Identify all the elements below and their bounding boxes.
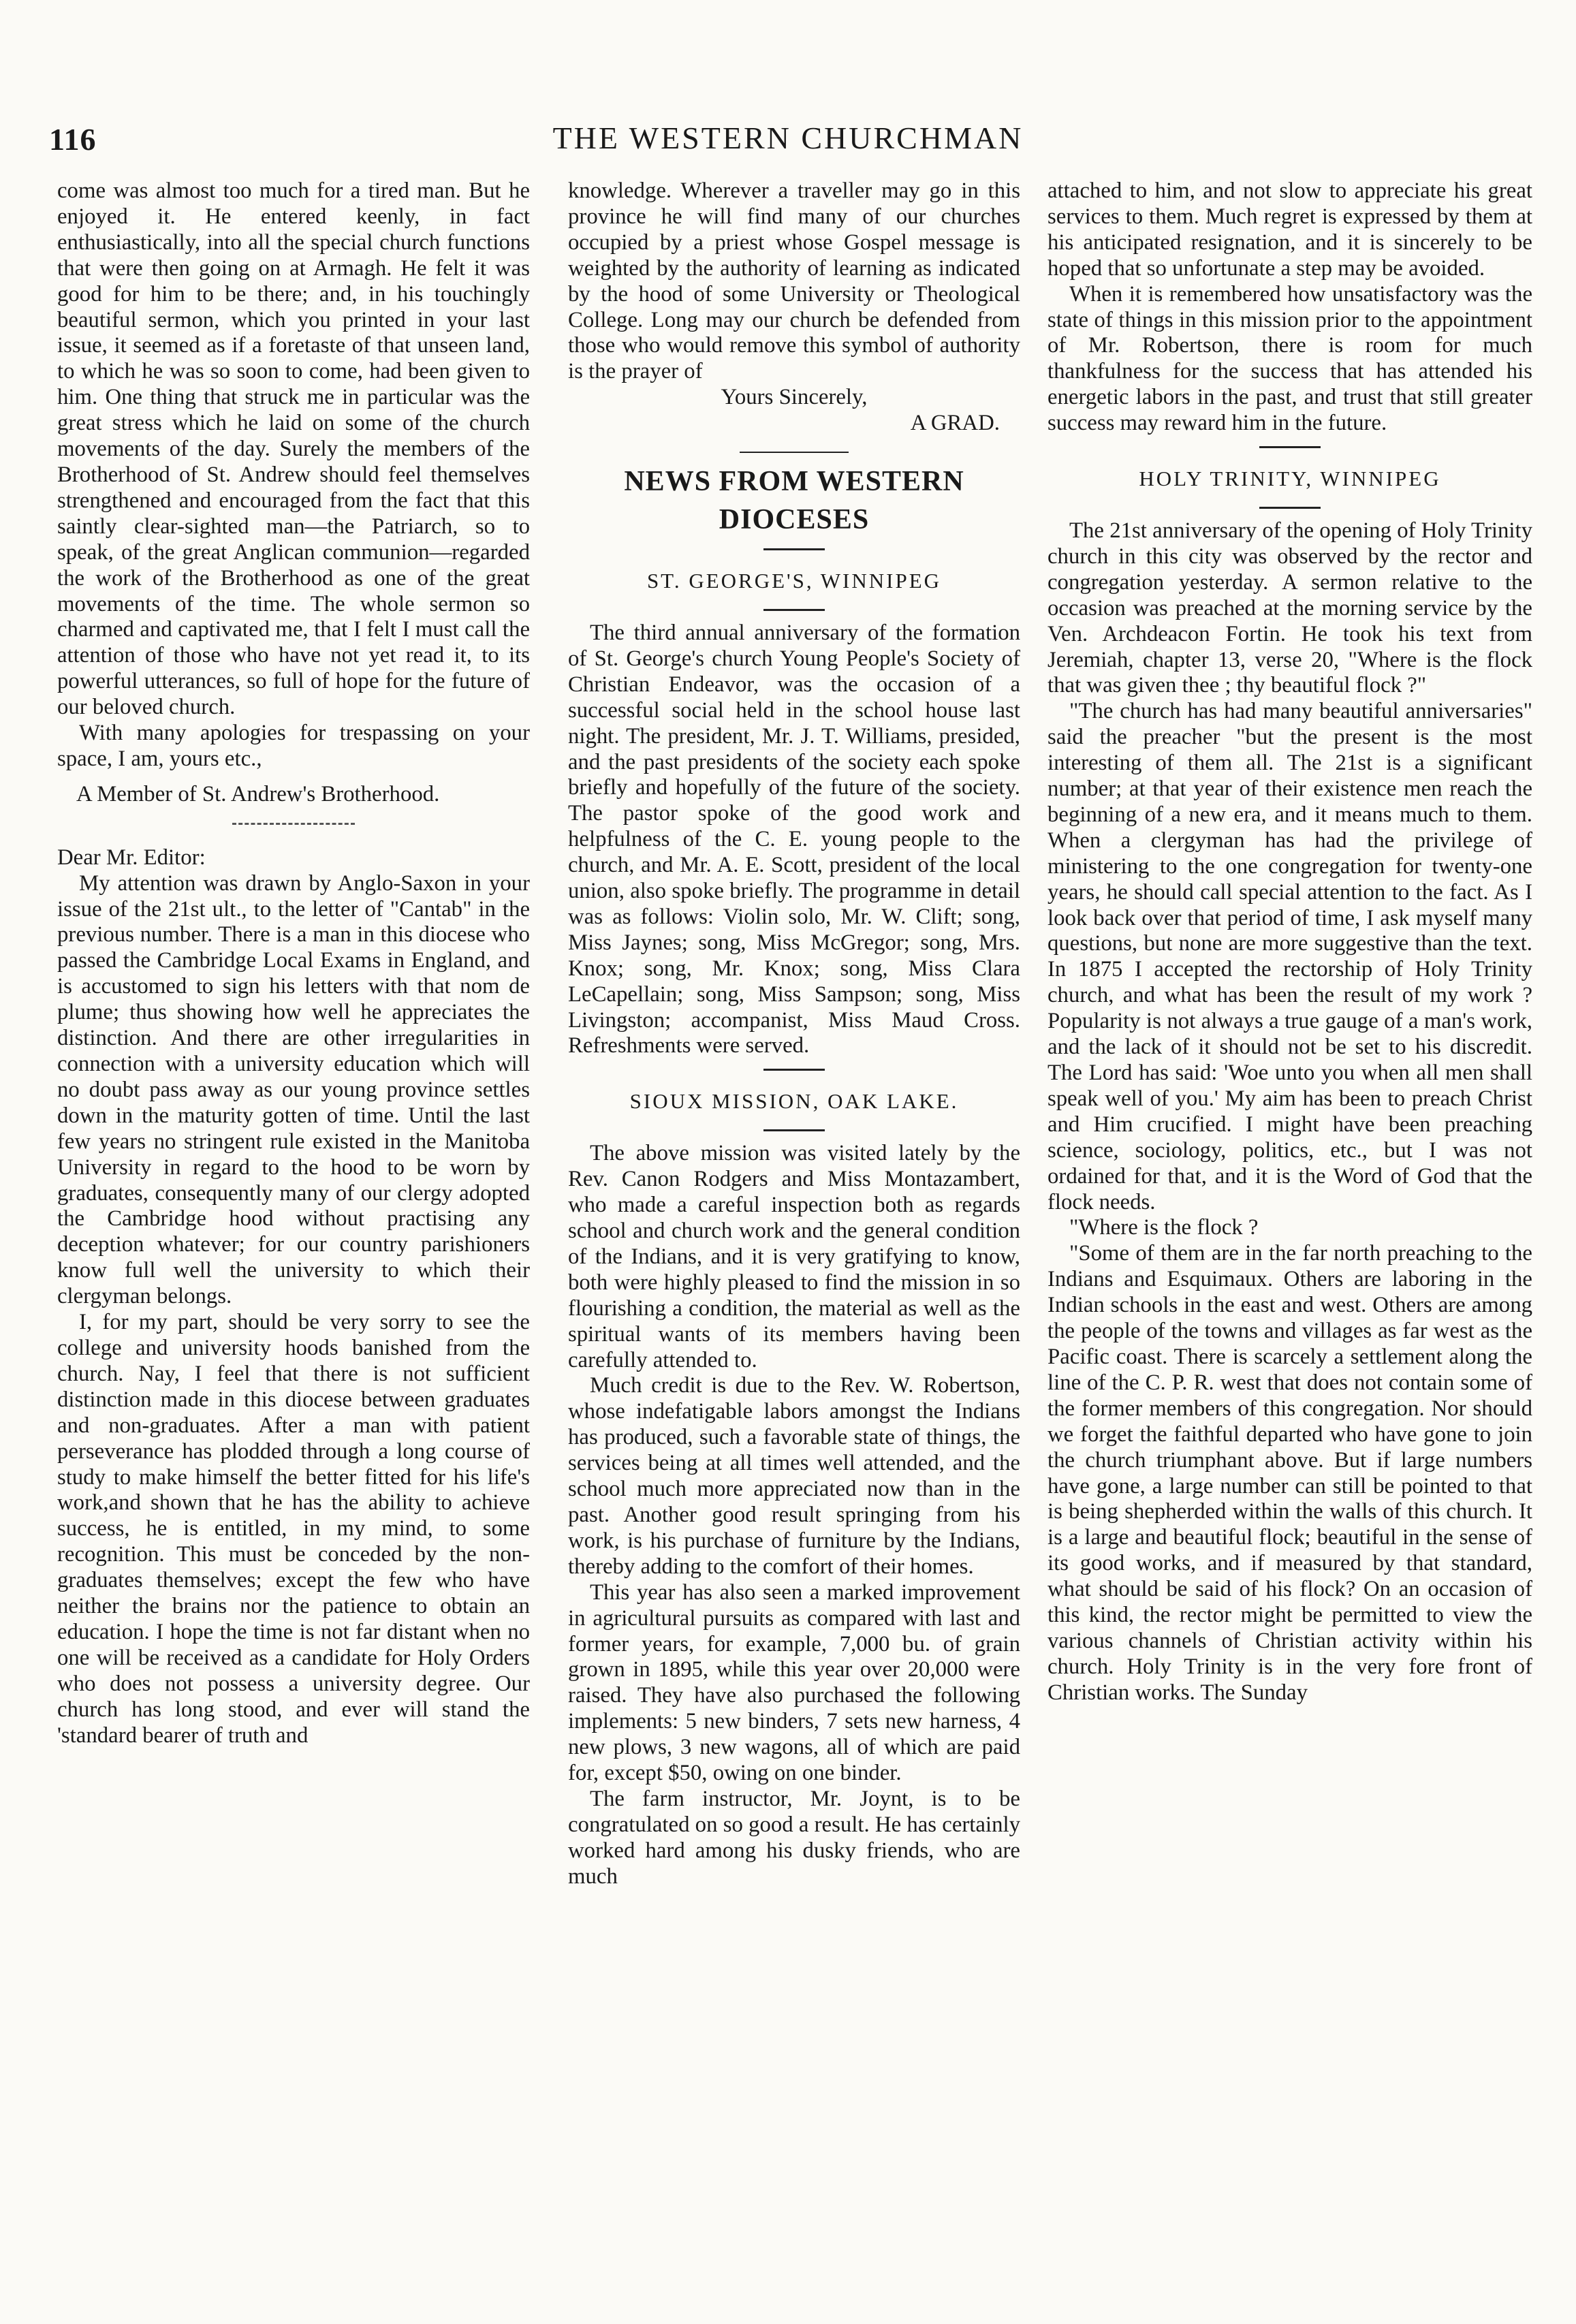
article-paragraph: "The church has had many beautiful anniversaries" said the preacher "but the present is the most interesting of them all. The 21st is a significant number; at that year of their existence men reach the beginning of a new era, and it means much to them. When a clergyman has had the privilege of ministering to the one congregation for twenty-one years, he should call special attention to the fact. As I look back over that period of time, I ask myself many questions, but none are more suggestive than the text. In 1875 I accepted the rectorship of Holy Trinity church, and what has been the result of my work ? Popularity is not always a true gauge of a man's work, and the lack of it should not be set to his discredit. The Lord has said: 'Woe unto you when all men shall speak well of you.' My aim has been to preach Christ and Him crucified. I might have been preaching science, sociology, politics, etc., but I was not ordained for that, and it is the Word of God that the flock needs. [1047, 699, 1532, 1214]
article-paragraph: The third annual anniversary of the formation of St. George's church Young People's Society of Christian Endeavor, was the occasion of a successful social held in the school house last night. The president, Mr. J. T. Williams, presided, and the past presidents of the society each spoke briefly and hopefully of the future of the society. The pastor spoke of the good work and helpfulness of the C. E. young people to the church, and Mr. A. E. Scott, president of the local union, also spoke briefly. The programme in detail was as follows: Violin solo, Mr. W. Clift; song, Miss Jaynes; song, Miss McGregor; song, Mrs. Knox; song, Mr. Knox; song, Miss Clara LeCapellain; song, Miss Sampson; song, Miss Livingston; accompanist, Miss Maud Cross. Refreshments were served. [568, 620, 1020, 1058]
column-3 [1047, 178, 1532, 2297]
letter-1-signature: A Member of St. Andrew's Brotherhood. [76, 781, 440, 806]
article-paragraph: This year has also seen a marked improvement in agricultural pursuits as compared with last and former years, for example, 7,000 bu. of grain grown in 1895, while this year over 20,000 were raised. They have also purchased the following implements: 5 new binders, 7 sets new harness, 4 new plows, 3 new wagons, all of which are paid for, except $50, owing on one binder. [568, 1580, 1020, 1786]
article-paragraph: Much credit is due to the Rev. W. Robertson, whose indefatigable labors amongst the Indians has produced, such a favorable state of things, the services being at all times well attended, and the school much more appreciated now than in the past. Another good result springing from his work, is his purchase of furniture by the Indians, thereby adding to the comfort of their homes. [568, 1373, 1020, 1579]
article-paragraph: "Some of them are in the far north preaching to the Indians and Esquimaux. Others are laboring in the Indian schools in the east and west. Others are among the people of the towns and villages as far west as the Pacific coast. There is scarcely a settlement along the line of the C. P. R. west that does not contain some of the former members of this congregation. Nor should we forget the faithful departed who have gone to join the church triumphant above. But if large numbers have gone, a large number can still be pointed to that is being shepherded within the walls of this church. It is a large and beautiful flock; beautiful in the sense of its good works, and if measured by that standard, what should be said of his flock? On an occasion of this kind, the rector might be permitted to view the various channels of Christian activity within his church. Holy Trinity is in the very fore front of Christian works. The Sunday [1047, 1241, 1532, 1705]
article-paragraph: When it is remembered how unsatisfactory was the state of things in this mission prior to the appointment of Mr. Robertson, there is room for much thankfulness for the success that has attended his energetic labors in the past, and trust that still greater success may reward him in the future. [1047, 281, 1532, 436]
article-paragraph: The above mission was visited lately by the Rev. Canon Rodgers and Miss Montazambert, who made a careful inspection both as regards school and church work and the general condition of the Indians, and it is very gratifying to know, both were highly pleased to find the mission in so flourishing a condition, the material as well as the spiritual wants of its members having been carefully attended to. [568, 1141, 1020, 1372]
letter-2-closing: Yours Sincerely, [721, 385, 868, 410]
column-2 [568, 178, 1020, 2297]
letter-1-paragraph: come was almost too much for a tired man. But he enjoyed it. He entered keenly, in fact enthusiastically, into all the special church functions that were then going on at Armagh. He felt it was good for him to be there; and, in his touchingly beautiful sermon, which you printed in your last issue, it seemed as if a foretaste of that unseen land, to which he was so soon to come, had been given to him. One thing that struck me in particular was the great stress which he laid on some of the church movements of the day. Surely the members of the Brotherhood of St. Andrew should feel themselves strengthened and encouraged from the fact that this saintly clear-sighted man—the Patriarch, so to speak, of the great Anglican communion—regarded the work of the Brotherhood as one of the great movements of the time. The whole sermon so charmed and captivated me, that I felt I must call the attention of those who have not yet read it, to its powerful utterances, so full of hope for the future of our beloved church. [57, 178, 530, 720]
running-head: THE WESTERN CHURCHMAN [552, 121, 1024, 155]
article-paragraph: The 21st anniversary of the opening of Holy Trinity church in this city was observed by the rector and congregation yesterday. A sermon relative to the occasion was preached at the morning service by the Ven. Archdeacon Fortin. He took his text from Jeremiah, chapter 13, verse 20, "Where is the flock that was given thee ; thy beautiful flock ?" [1047, 518, 1532, 698]
section-heading: NEWS FROM WESTERN DIOCESES [624, 466, 964, 536]
separator-rule [763, 609, 825, 611]
letter-2-signature: A GRAD. [910, 411, 1000, 436]
letter-2-paragraph: My attention was drawn by Anglo-Saxon in your issue of the 21st ult., to the letter of "Cantab" in the previous number. There is a man in this diocese who passed the Cambridge Local Exams in England, and is accustomed to sign his letters with that nom de plume; thus showing how well he appreciates the distinction. And there are other irregularities in connection with a university education which will no doubt pass away as our young province settles down in the maturity gotten of time. Until the last few years no stringent rule existed in the Manitoba University in regard to the hood to be worn by graduates, consequently many of our clergy adopted the Cambridge hood without practising any deception whatever; for our country parishioners know full well the university to which their clergyman belongs. [57, 870, 530, 1309]
article-heading: ST. GEORGE'S, WINNIPEG [646, 569, 942, 593]
article-paragraph: The farm instructor, Mr. Joynt, is to be congratulated on so good a result. He has certainly worked hard among his dusky friends, who are much [568, 1786, 1020, 1889]
article-paragraph: attached to him, and not slow to appreciate his great services to them. Much regret is expressed by them at his anticipated resignation, and it is sincerely to be hoped that so unfortunate a step may be avoided. [1047, 178, 1532, 281]
page-number: 116 [49, 122, 97, 157]
column-1 [57, 178, 530, 2297]
page-header [42, 114, 1534, 169]
letter-2-salutation: Dear Mr. Editor: [57, 845, 206, 870]
separator-rule [1259, 507, 1321, 509]
separator-rule [763, 1129, 825, 1131]
separator-rule [232, 823, 355, 825]
separator-rule [1259, 446, 1321, 448]
article-paragraph: "Where is the flock ? [1069, 1215, 1259, 1240]
letter-1-closing: With many apologies for trespassing on your space, I am, yours etc., [57, 721, 530, 771]
article-heading: SIOUX MISSION, OAK LAKE. [629, 1089, 959, 1114]
letter-2-paragraph: knowledge. Wherever a traveller may go in this province he will find many of our churches occupied by a priest whose Gospel message is weighted by the authority of learning as indicated by the hood of some University or Theological College. Long may our church be defended from those who would remove this symbol of authority is the prayer of [568, 178, 1020, 384]
separator-rule [763, 1069, 825, 1071]
separator-rule [763, 548, 825, 550]
separator-rule [740, 452, 849, 453]
letter-2-paragraph: I, for my part, should be very sorry to see the college and university hoods banished from the church. Nay, I feel that there is not sufficient distinction made in this diocese between graduates and non-graduates. After a man with patient perseverance has plodded through a long course of study to make himself the better fitted for his life's work,and shown that he has the ability to achieve success, he is entitled, in my mind, to some recognition. This must be conceded by the non-graduates themselves; except the few who have neither the brains nor the patience to obtain an education. I hope the time is not far distant when no one will be received as a candidate for Holy Orders who does not possess a university degree. Our church has long stood, and ever will stand the 'standard bearer of truth and [57, 1310, 530, 1748]
article-heading: HOLY TRINITY, WINNIPEG [1139, 467, 1441, 491]
